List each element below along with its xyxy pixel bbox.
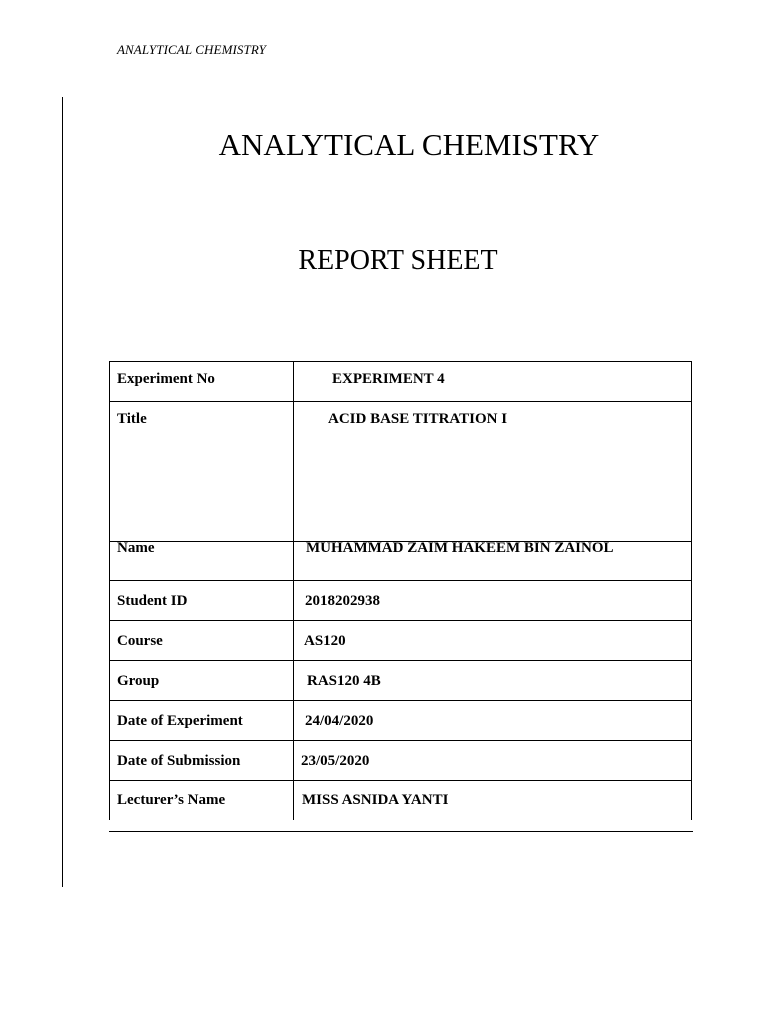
table-row-date-of-experiment (110, 701, 692, 741)
row-value: 23/05/2020 (301, 753, 370, 769)
table-row-title (110, 402, 692, 542)
label-cell (110, 362, 294, 402)
report-info-table (109, 361, 692, 820)
label-cell (110, 581, 294, 621)
row-value: 24/04/2020 (305, 713, 374, 729)
row-label: Group (117, 673, 160, 689)
value-cell (294, 362, 692, 402)
label-cell (110, 781, 294, 820)
row-label: Date of Experiment (117, 713, 243, 729)
value-cell (294, 661, 692, 701)
document-title: ANALYTICAL CHEMISTRY (218, 127, 600, 162)
value-cell (294, 402, 692, 542)
table-row-date-of-submission (110, 741, 692, 781)
value-cell (294, 542, 692, 581)
table-row-name (110, 542, 692, 581)
row-value: ACID BASE TITRATION I (328, 411, 508, 427)
table-row-course (110, 621, 692, 661)
label-cell (110, 402, 294, 542)
document-subtitle: REPORT SHEET (298, 245, 498, 276)
row-label: Lecturer’s Name (117, 792, 226, 808)
label-cell (110, 542, 294, 581)
row-label: Name (117, 540, 155, 556)
row-label: Experiment No (117, 371, 215, 387)
value-cell (294, 741, 692, 781)
value-cell (294, 701, 692, 741)
row-value: MUHAMMAD ZAIM HAKEEM BIN ZAINOL (306, 540, 614, 556)
row-value: EXPERIMENT 4 (332, 371, 445, 387)
value-cell (294, 621, 692, 661)
row-label: Date of Submission (117, 753, 241, 769)
table-bottom-rule (109, 831, 693, 832)
table-row-group (110, 661, 692, 701)
row-value: MISS ASNIDA YANTI (302, 792, 449, 808)
label-cell (110, 741, 294, 781)
table-row-student-id (110, 581, 692, 621)
value-cell (294, 781, 692, 820)
row-value: 2018202938 (305, 593, 380, 609)
label-cell (110, 661, 294, 701)
row-label: Student ID (117, 593, 188, 609)
label-cell (110, 621, 294, 661)
row-value: AS120 (304, 633, 346, 649)
running-header: ANALYTICAL CHEMISTRY (117, 42, 266, 57)
left-margin-rule (62, 97, 63, 887)
value-cell (294, 581, 692, 621)
row-value: RAS120 4B (307, 673, 381, 689)
table-row-experiment-no (110, 362, 692, 402)
row-label: Course (117, 633, 163, 649)
label-cell (110, 701, 294, 741)
table-row-lecturer-name (110, 781, 692, 820)
row-label: Title (117, 411, 147, 427)
